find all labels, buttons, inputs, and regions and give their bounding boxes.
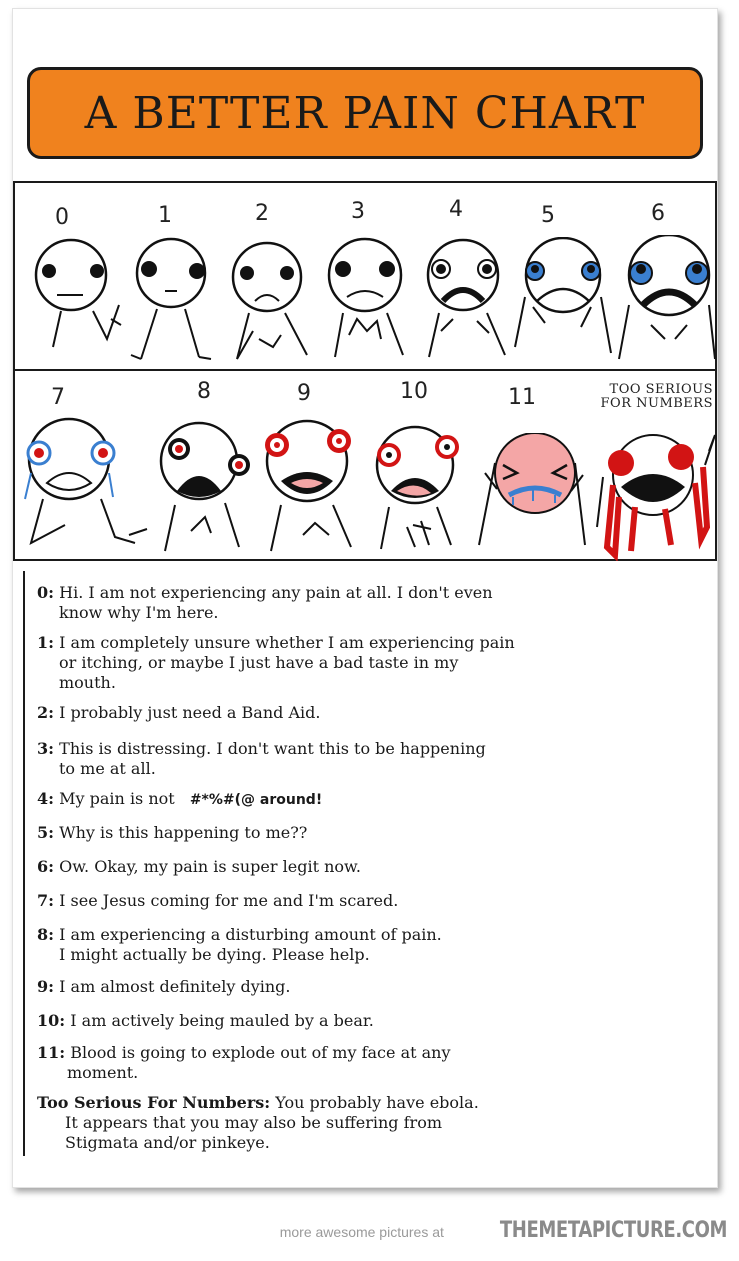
level-7-label: 7: xyxy=(37,891,55,910)
face-6-sobbing-icon xyxy=(615,235,719,363)
description-10-line-1: I am actively being mauled by a bear. xyxy=(70,1011,374,1030)
description-2 xyxy=(37,703,707,723)
level-2-label: 2: xyxy=(37,703,55,722)
face-3-distressed-icon xyxy=(317,235,413,359)
faces-grid xyxy=(13,181,717,561)
scale-2-label: 2 xyxy=(255,201,269,226)
description-too-serious-line-2: It appears that you may also be suffering from xyxy=(65,1113,443,1132)
level-8-label: 8: xyxy=(37,925,55,944)
description-8-line-2: I might actually be dying. Please help. xyxy=(59,945,370,964)
level-4-label: 4: xyxy=(37,789,55,808)
face-2-sad-icon xyxy=(219,239,315,363)
scale-11-label: 11 xyxy=(508,385,536,410)
footer-brand-link[interactable]: THEMETAPICTURE.COM xyxy=(499,1218,727,1243)
description-2-line-1: I probably just need a Band Aid. xyxy=(59,703,321,722)
descriptions-list xyxy=(23,571,713,1161)
description-6 xyxy=(37,857,707,877)
description-10 xyxy=(37,1011,707,1031)
description-9 xyxy=(37,977,707,997)
scale-8-label: 8 xyxy=(197,379,211,404)
face-1-unsure-icon xyxy=(121,235,221,363)
face-11-exploding-icon xyxy=(473,433,589,559)
description-too-serious xyxy=(37,1093,707,1153)
face-10-mauled-icon xyxy=(367,421,473,557)
description-7-line-1: I see Jesus coming for me and I'm scared. xyxy=(59,891,399,910)
scale-9-label: 9 xyxy=(297,381,311,406)
description-3 xyxy=(37,739,707,779)
too-serious-label-top: TOO SERIOUS xyxy=(609,382,713,397)
description-7 xyxy=(37,891,707,911)
description-1-line-2: or itching, or maybe I just have a bad taste in my xyxy=(59,653,459,672)
scale-10-label: 10 xyxy=(400,379,428,404)
footer-credit xyxy=(280,1218,727,1243)
description-11 xyxy=(37,1043,707,1083)
level-1-label: 1: xyxy=(37,633,55,652)
scale-4-label: 4 xyxy=(449,197,463,222)
description-4-text: My pain is not xyxy=(59,789,175,808)
description-0 xyxy=(37,583,707,623)
face-9-nearly-dead-icon xyxy=(255,417,361,557)
level-5-label: 5: xyxy=(37,823,55,842)
too-serious-label-bottom: FOR NUMBERS xyxy=(600,396,713,411)
description-1-line-1: I am completely unsure whether I am experiencing pain xyxy=(59,633,515,652)
left-rule xyxy=(23,571,25,1156)
description-0-line-2: know why I'm here. xyxy=(59,603,219,622)
scale-6-label: 6 xyxy=(651,201,665,226)
description-8-line-1: I am experiencing a disturbing amount of pain. xyxy=(59,925,442,944)
title-banner xyxy=(27,67,703,159)
face-7-scared-icon xyxy=(17,417,153,557)
description-11-line-1: Blood is going to explode out of my face at any xyxy=(70,1043,451,1062)
scale-1-label: 1 xyxy=(158,203,172,228)
level-0-label: 0: xyxy=(37,583,55,602)
face-5-crying-icon xyxy=(511,237,615,361)
level-10-label: 10: xyxy=(37,1011,66,1030)
description-4 xyxy=(37,789,707,810)
face-4-angry-icon xyxy=(413,235,513,359)
description-too-serious-line-3: Stigmata and/or pinkeye. xyxy=(65,1133,270,1152)
description-5-line-1: Why is this happening to me?? xyxy=(59,823,308,842)
page-title: A BETTER PAIN CHART xyxy=(84,87,646,139)
face-8-dying-icon xyxy=(155,421,259,557)
scale-7-label: 7 xyxy=(51,385,65,410)
description-too-serious-line-1: You probably have ebola. xyxy=(275,1093,479,1112)
level-3-label: 3: xyxy=(37,739,55,758)
scale-0-label: 0 xyxy=(55,205,69,230)
description-9-line-1: I am almost definitely dying. xyxy=(59,977,291,996)
pain-chart-card xyxy=(12,8,718,1188)
footer-prefix: more awesome pictures at xyxy=(279,1224,444,1240)
face-too-serious-bleeding-icon xyxy=(595,427,719,561)
description-0-line-1: Hi. I am not experiencing any pain at all. I don't even xyxy=(59,583,493,602)
scale-3-label: 3 xyxy=(351,199,365,224)
level-9-label: 9: xyxy=(37,977,55,996)
description-5 xyxy=(37,823,707,843)
description-4-censored-text: #*%#(@ around! xyxy=(189,792,323,808)
level-6-label: 6: xyxy=(37,857,55,876)
level-11-label: 11: xyxy=(37,1043,66,1062)
scale-5-label: 5 xyxy=(541,203,555,228)
description-8 xyxy=(37,925,707,965)
description-1 xyxy=(37,633,707,693)
level-too-serious-label: Too Serious For Numbers: xyxy=(37,1093,271,1112)
face-0-calm-icon xyxy=(23,235,123,363)
description-11-line-2: moment. xyxy=(67,1063,139,1082)
description-1-line-3: mouth. xyxy=(59,673,116,692)
too-serious-label xyxy=(563,383,713,411)
row-divider xyxy=(15,369,715,371)
description-6-line-1: Ow. Okay, my pain is super legit now. xyxy=(59,857,361,876)
description-3-line-1: This is distressing. I don't want this to be happening xyxy=(59,739,486,758)
description-3-line-2: to me at all. xyxy=(59,759,156,778)
